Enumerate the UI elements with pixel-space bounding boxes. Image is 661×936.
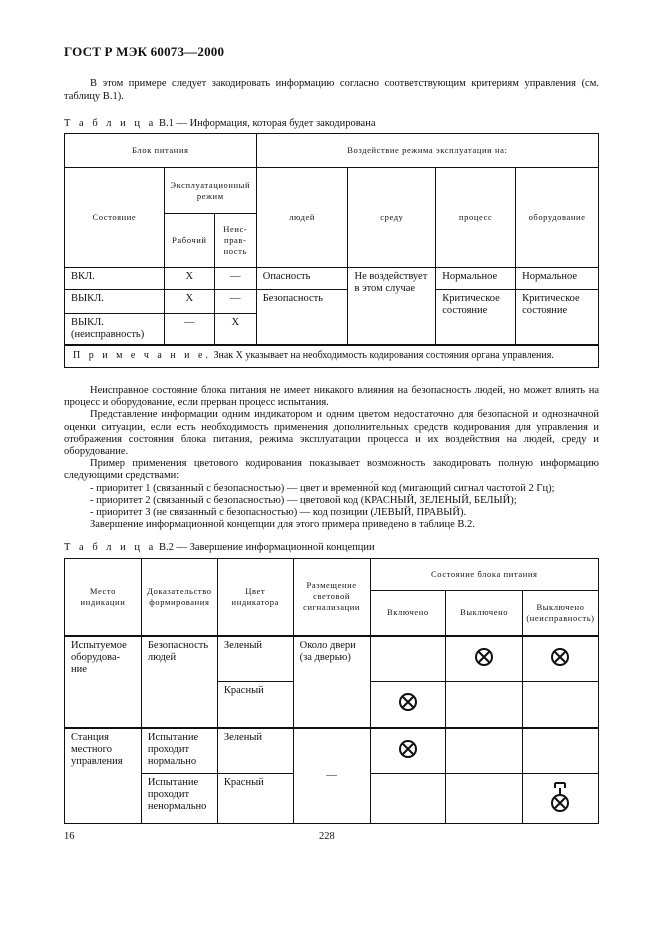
t1-row1-equipment: Нормальное	[516, 268, 599, 290]
header-state: Состояние	[65, 168, 165, 268]
t1-row1-people: Опасность	[256, 268, 348, 290]
t2-r1-signal: Около двери (за дверью)	[293, 636, 370, 728]
t1-row2-working: X	[164, 290, 214, 314]
lamp-x-icon	[474, 647, 494, 667]
t2-r2-place: Станция местного управления	[65, 728, 142, 824]
header-power-state: Состояние блока питания	[370, 559, 599, 591]
header-env: среду	[348, 168, 436, 268]
table1-caption	[64, 118, 376, 129]
t2-r2-evidence-normal: Испытание проходит нормально	[141, 728, 217, 774]
table1-note-prefix: П р и м е ч а н и е.	[73, 350, 211, 361]
table-b1	[64, 133, 599, 368]
body-li3: - приоритет 3 (не связанный с безопасностью) — код позиции (ЛЕВЫЙ, ПРАВЫЙ).	[90, 507, 467, 519]
flashing-lamp-x-icon	[548, 780, 572, 814]
body-li2: - приоритет 2 (связанный с безопасностью) — цветовой код (КРАСНЫЙ, ЗЕЛЕНЫЙ, БЕЛЫЙ);	[90, 494, 517, 506]
t2-r1-on-empty	[370, 636, 446, 682]
t2-r1b-on-cell	[370, 682, 446, 728]
t1-row1-state: ВКЛ.	[65, 268, 165, 290]
table2-caption-text: В.2 — Завершение информационной концепции	[158, 542, 375, 553]
t1-row2-process: Критическое состояние	[436, 290, 516, 346]
body-text	[64, 385, 599, 531]
body-p2: Представление информации одним индикатором и одним цветом недостаточно для безопасной и однозначной оценки ситуации, если есть необходимость применения дополнительных средств кодирования для управления и отображения состояния блока питания, режима эксплуатации процесса и их воздействия на людей, среду и оборудование.	[64, 409, 599, 458]
t1-row2-people: Безопасность	[256, 290, 348, 346]
table1-caption-prefix: Т а б л и ц а	[64, 118, 157, 129]
intro-paragraph: В этом примере следует закодировать информацию согласно соответствующим критериям управления (см. таблицу В.1).	[64, 78, 599, 102]
header-power-unit: Блок питания	[65, 134, 257, 168]
body-li1: - приоритет 1 (связанный с безопасностью) — цвет и временно́й код (мигающий сигнал частотой 2 Гц);	[90, 482, 555, 494]
t2-r2b-off-empty	[446, 774, 523, 824]
t2-r1-place: Испытуемое оборудова-ние	[65, 636, 142, 728]
t2-r1-evidence: Безопасность людей	[141, 636, 217, 728]
t1-row1-process: Нормальное	[436, 268, 516, 290]
t2-r2-off-fault-empty	[522, 728, 598, 774]
t2-r2b-on-empty	[370, 774, 446, 824]
lamp-x-icon	[550, 647, 570, 667]
table2-caption-prefix: Т а б л и ц а	[64, 542, 157, 553]
t2-r2-color-red: Красный	[217, 774, 293, 824]
header-process: процесс	[436, 168, 516, 268]
t1-row1-faulty: —	[214, 268, 256, 290]
table2-caption	[64, 542, 375, 553]
page-header: ГОСТ Р МЭК 60073—2000	[64, 44, 225, 59]
t2-r2-evidence-abnormal: Испытание проходит ненормально	[141, 774, 217, 824]
t2-r2-on-cell	[370, 728, 446, 774]
table1-note-text: Знак X указывает на необходимость кодирования состояния органа управления.	[213, 350, 554, 361]
lamp-x-icon	[398, 692, 418, 712]
header-evidence: Доказательство формирования	[141, 559, 217, 636]
header-mode: Эксплуатационный режим	[164, 168, 256, 214]
t1-row3-working: —	[164, 314, 214, 346]
t1-row2-state: ВЫКЛ.	[65, 290, 165, 314]
t2-r1-off-cell	[446, 636, 523, 682]
t2-r1-off-fault-cell	[522, 636, 598, 682]
header-faulty: Неис- прав- ность	[214, 214, 256, 268]
page-number-center: 228	[319, 831, 335, 842]
header-off-fault: Выключено (неисправность)	[522, 591, 598, 636]
t1-row2-equipment: Критическое состояние	[516, 290, 599, 346]
body-p4: Завершение информационной концепции для этого примера приведено в таблице В.2.	[90, 519, 475, 531]
header-color: Цвет индикатора	[217, 559, 293, 636]
t2-r1b-off-fault-empty	[522, 682, 598, 728]
header-off: Выключено	[446, 591, 523, 636]
header-effect: Воздействие режима эксплуатации на:	[256, 134, 598, 168]
table1-caption-text: В.1 — Информация, которая будет закодирована	[158, 118, 376, 129]
header-working: Рабочий	[164, 214, 214, 268]
t1-row1-working: X	[164, 268, 214, 290]
t2-r2b-off-fault-cell	[522, 774, 598, 824]
t1-row3-state: ВЫКЛ. (неисправность)	[65, 314, 165, 346]
table1-note	[65, 345, 599, 367]
header-signal: Размещение световой сигнализации	[293, 559, 370, 636]
t2-r2-off-empty	[446, 728, 523, 774]
t2-r2-signal: —	[293, 728, 370, 824]
header-on: Включено	[370, 591, 446, 636]
t1-env-cell: Не воздействует в этом случае	[348, 268, 436, 346]
body-p3: Пример применения цветового кодирования показывает возможность закодировать полную информацию следующими средствами:	[64, 458, 599, 482]
t2-r1b-off-empty	[446, 682, 523, 728]
t2-r1-color-green: Зеленый	[217, 636, 293, 682]
table-b2	[64, 558, 599, 824]
body-p1: Неисправное состояние блока питания не имеет никакого влияния на безопасность людей, но может влиять на процесс и оборудование, если прерван процесс испытания.	[64, 385, 599, 409]
t1-row3-faulty: X	[214, 314, 256, 346]
header-people: людей	[256, 168, 348, 268]
t2-r2-color-green: Зеленый	[217, 728, 293, 774]
t1-row2-faulty: —	[214, 290, 256, 314]
header-place: Место индикации	[65, 559, 142, 636]
lamp-x-icon	[398, 739, 418, 759]
page-number-left: 16	[64, 831, 75, 842]
header-equipment: оборудование	[516, 168, 599, 268]
t2-r1-color-red: Красный	[217, 682, 293, 728]
